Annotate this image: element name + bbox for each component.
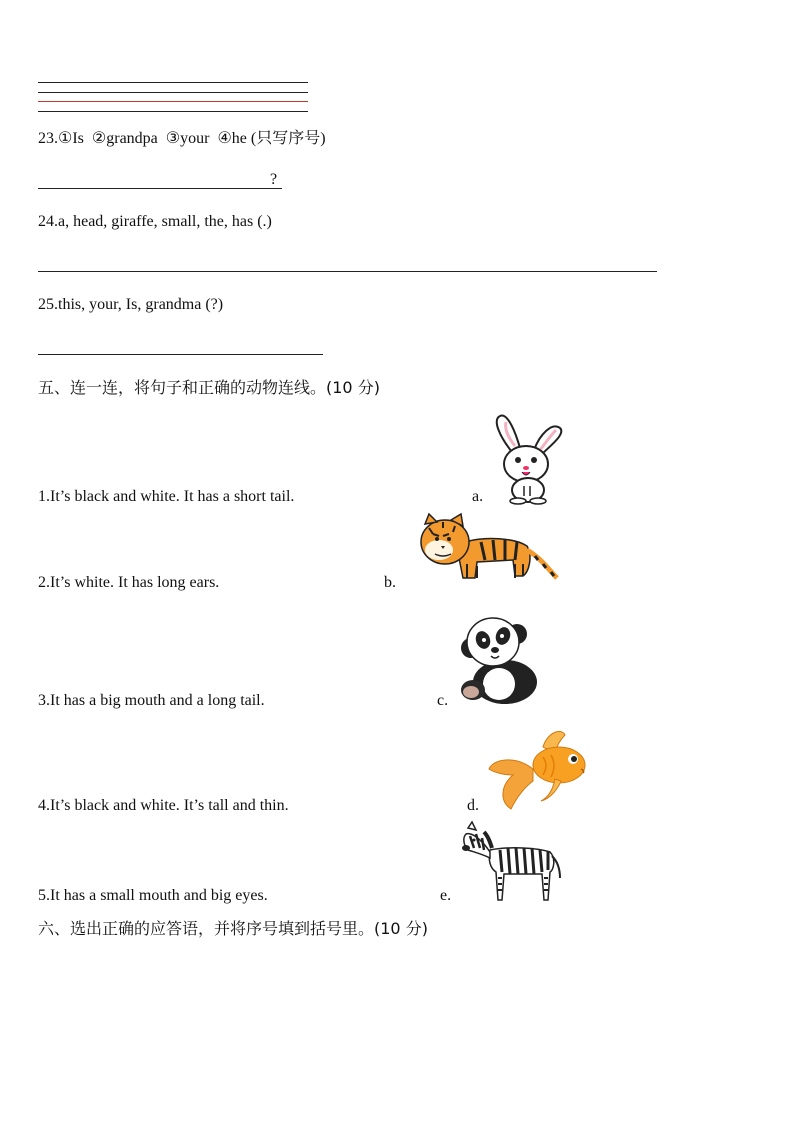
- answer-line-25[interactable]: [38, 354, 323, 355]
- question-text: a, head, giraffe, small, the, has (.): [58, 213, 272, 230]
- question-text: ①Is ②grandpa ③your ④he (只写序号): [58, 130, 326, 147]
- rabbit-icon: [490, 412, 565, 504]
- match-sentence-1: 1.It’s black and white. It has a short tail.: [38, 488, 295, 505]
- match-sentence-3: 3.It has a big mouth and a long tail.: [38, 692, 265, 709]
- match-letter-b: b.: [384, 574, 396, 591]
- match-sentence-4: 4.It’s black and white. It’s tall and thin.: [38, 797, 289, 814]
- zebra-icon: [460, 822, 564, 902]
- guide-line: [38, 82, 308, 83]
- match-sentence-2: 2.It’s white. It has long ears.: [38, 574, 220, 591]
- guide-line: [38, 111, 308, 112]
- question-number: 25.: [38, 296, 58, 313]
- question-25: [38, 295, 223, 315]
- question-24: [38, 212, 272, 232]
- match-letter-d: d.: [467, 797, 479, 814]
- question-number: 24.: [38, 213, 58, 230]
- section-6-title: 六、选出正确的应答语，并将序号填到括号里。(10 分): [38, 919, 428, 938]
- section-5-title: 五、连一连，将句子和正确的动物连线。(10 分): [38, 378, 380, 397]
- match-letter-a: a.: [472, 488, 484, 505]
- goldfish-icon: [485, 725, 591, 813]
- guide-line: [38, 92, 308, 93]
- guide-line: [38, 101, 308, 102]
- answer-line-23[interactable]: [38, 188, 282, 189]
- question-23: [38, 129, 326, 149]
- match-letter-e: e.: [440, 887, 452, 904]
- question-mark: ?: [270, 171, 278, 188]
- match-sentence-5: 5.It has a small mouth and big eyes.: [38, 887, 268, 904]
- question-number: 23.: [38, 130, 58, 147]
- tiger-icon: [415, 512, 563, 590]
- question-text: this, your, Is, grandma (?): [58, 296, 224, 313]
- match-letter-c: c.: [437, 692, 449, 709]
- answer-line-24[interactable]: [38, 271, 657, 272]
- panda-icon: [455, 604, 545, 704]
